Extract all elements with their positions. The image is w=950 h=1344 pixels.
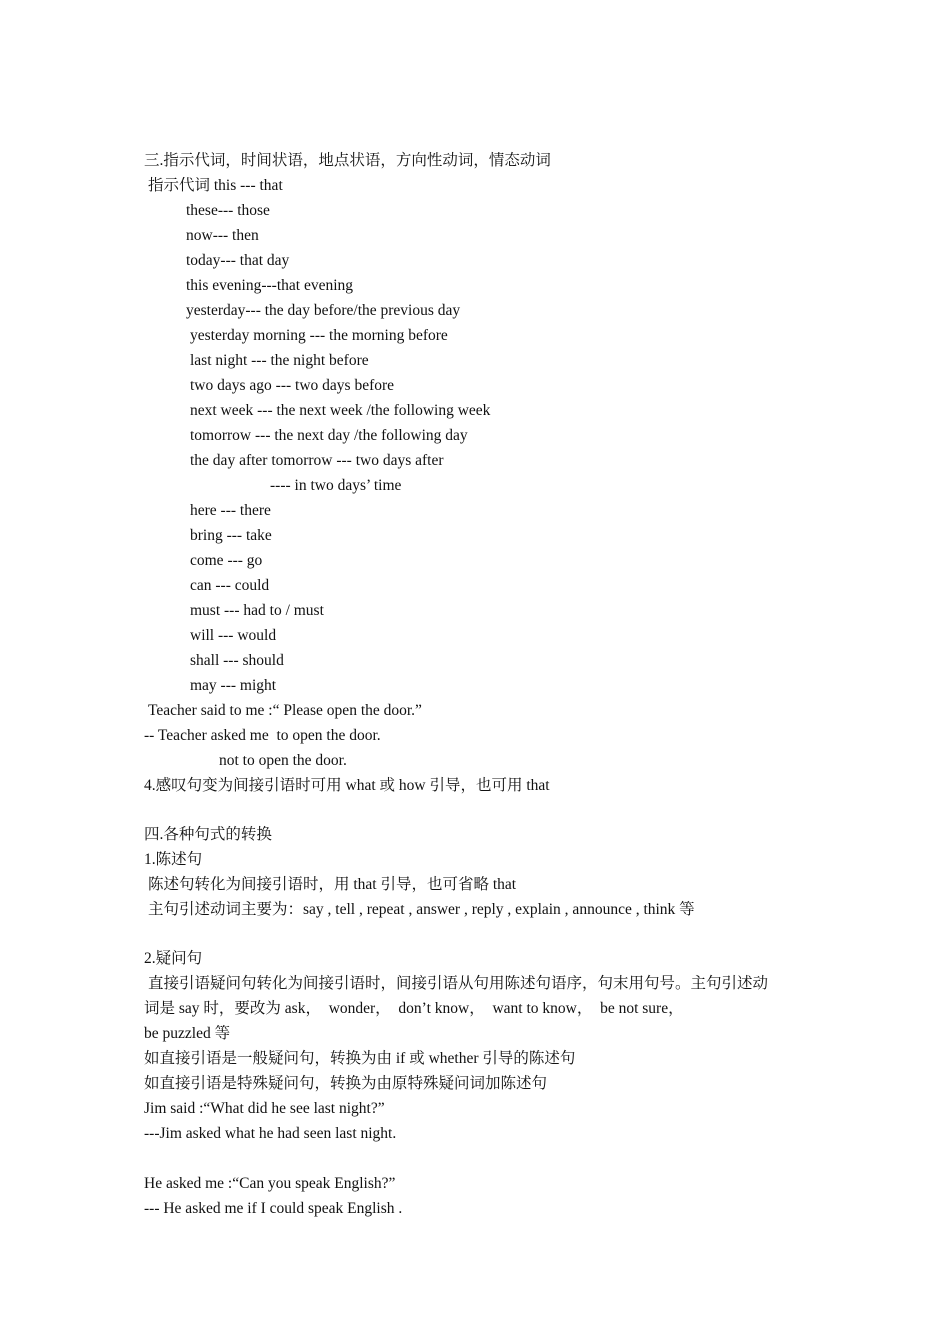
text-line: bring --- take: [190, 527, 272, 544]
text-line: yesterday--- the day before/the previous day: [186, 302, 461, 319]
text-line: Jim said :“What did he see last night?”: [144, 1100, 385, 1117]
text-line: -- Teacher asked me to open the door.: [144, 727, 381, 744]
text-line: shall --- should: [190, 652, 284, 669]
text-line: last night --- the night before: [190, 352, 369, 369]
text-line: come --- go: [190, 552, 263, 569]
text-line: --- He asked me if I could speak English .: [144, 1200, 403, 1217]
section-heading-4: 四.各种句式的转换: [144, 826, 272, 843]
text-line: Teacher said to me :“ Please open the door.”: [148, 702, 422, 719]
text-line: 4.感叹句变为间接引语时可用 what 或 how 引导，也可用 that: [144, 777, 550, 794]
section-heading-3: 三.指示代词，时间状语，地点状语，方向性动词，情态动词: [144, 152, 551, 169]
text-line: this evening---that evening: [186, 277, 354, 294]
text-line: 如直接引语是一般疑问句，转换为由 if 或 whether 引导的陈述句: [144, 1050, 576, 1067]
text-line: next week --- the next week /the following week: [190, 402, 491, 419]
text-line: ---- in two days’ time: [270, 477, 402, 494]
text-line: 指示代词 this --- that: [148, 177, 283, 194]
text-line: now--- then: [186, 227, 259, 244]
text-line: the day after tomorrow --- two days after: [190, 452, 444, 469]
text-line: must --- had to / must: [190, 602, 324, 619]
text-line: these--- those: [186, 202, 270, 219]
text-line: two days ago --- two days before: [190, 377, 395, 394]
text-line: be puzzled 等: [144, 1025, 231, 1042]
text-line: today--- that day: [186, 252, 290, 269]
text-line: yesterday morning --- the morning before: [190, 327, 448, 344]
text-line: will --- would: [190, 627, 277, 644]
text-line: 如直接引语是特殊疑问句，转换为由原特殊疑问词加陈述句: [144, 1075, 548, 1092]
subsection-heading: 2.疑问句: [144, 950, 203, 967]
text-line: ---Jim asked what he had seen last night.: [144, 1125, 397, 1142]
text-line: here --- there: [190, 502, 271, 519]
text-line: 词是 say 时，要改为 ask， wonder， don’t know， want to know， be not sure，: [144, 1000, 684, 1017]
text-line: may --- might: [190, 677, 277, 694]
text-line: not to open the door.: [219, 752, 347, 769]
text-line: 直接引语疑问句转化为间接引语时，间接引语从句用陈述句语序，句末用句号。主句引述动: [148, 975, 769, 992]
text-line: tomorrow --- the next day /the following day: [190, 427, 468, 444]
subsection-heading: 1.陈述句: [144, 851, 203, 868]
text-line: 主句引述动词主要为：say , tell , repeat , answer , reply , explain , announce , think 等: [148, 901, 695, 918]
text-line: 陈述句转化为间接引语时，用 that 引导，也可省略 that: [148, 876, 517, 893]
text-line: can --- could: [190, 577, 270, 594]
text-line: He asked me :“Can you speak English?”: [144, 1175, 396, 1192]
